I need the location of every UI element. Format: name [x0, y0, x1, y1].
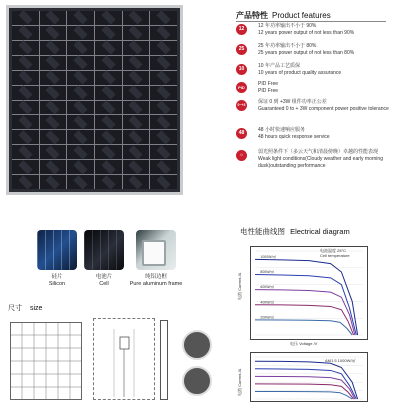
chart-ylabel: 电流 Current /A [237, 272, 242, 300]
solar-cell [150, 56, 177, 70]
solar-cell [95, 175, 122, 189]
solar-cell [67, 101, 94, 115]
solar-cell [150, 11, 177, 25]
solar-cell [40, 71, 67, 85]
electrical-title-cn: 电性能曲线图 [240, 227, 285, 236]
aluminum-frame-photo [136, 230, 176, 270]
material-caption-cn: 电池片 [95, 274, 113, 280]
panel-back-drawing-svg [94, 319, 154, 399]
iv-chart-svg [251, 247, 367, 339]
feature-badge-icon: PID [236, 82, 247, 93]
feature-text-cn: 12 年功率输出不小于 90% [258, 23, 317, 29]
panel-front-drawing [10, 322, 82, 400]
material-caption [79, 274, 129, 288]
feature-badge-icon: 12 [236, 24, 247, 35]
chart-note-value: 25°C [337, 248, 347, 253]
solar-cell [12, 115, 39, 129]
size-title [8, 303, 42, 313]
feature-text-cn: 保证 0 到 +3W 组件功率正公差 [258, 99, 327, 105]
feature-text-en: 10 years of product quality assurance [258, 70, 342, 76]
solar-cell [67, 115, 94, 129]
solar-cell [12, 86, 39, 100]
feature-text-en: 48 hours quick response service [258, 134, 330, 140]
feature-text-en: PID Free [258, 88, 279, 94]
iv-curve-2 [255, 376, 355, 399]
solar-cell [67, 130, 94, 144]
feature-text-en: 25 years power output of not less than 80% [258, 50, 355, 56]
material-caption [32, 274, 82, 288]
solar-cell [123, 175, 150, 189]
panel-back-drawing [93, 318, 155, 400]
solar-cell [150, 26, 177, 40]
panel-front-drawing-svg [11, 323, 81, 399]
solar-cell [150, 71, 177, 85]
solar-cell [12, 26, 39, 40]
solar-cell [67, 11, 94, 25]
solar-cell [150, 115, 177, 129]
solar-cell [40, 41, 67, 55]
solar-cell [67, 145, 94, 159]
solar-cell [12, 160, 39, 174]
solar-cell [40, 101, 67, 115]
feature-badge-icon: 0~+3 [236, 100, 247, 111]
solar-cell [40, 160, 67, 174]
solar-cell [40, 115, 67, 129]
material-caption-en: Silicon [48, 281, 66, 287]
feature-item [236, 150, 396, 190]
solar-cell [67, 160, 94, 174]
iv-curve-label: 600W/㎡ [260, 285, 275, 290]
chart-xlabel: 电压 Voltage /V [290, 341, 318, 346]
electrical-title [240, 226, 350, 237]
solar-cell [12, 71, 39, 85]
solar-cell [95, 160, 122, 174]
chart-note-sub: Cell temperature [320, 253, 350, 258]
sun-cloud-icon: ☼ [236, 150, 247, 161]
solar-cell [95, 115, 122, 129]
solar-cell [150, 101, 177, 115]
iv-curve-label: 400W/㎡ [260, 300, 275, 305]
solar-cell [40, 130, 67, 144]
features-title-cn: 产品特性 [236, 11, 268, 20]
detail-magnifier-1 [182, 330, 212, 360]
solar-cell [123, 56, 150, 70]
solar-cell [95, 11, 122, 25]
solar-cell [40, 86, 67, 100]
solar-cell [95, 145, 122, 159]
electrical-title-en: Electrical diagram [290, 227, 350, 236]
material-caption-en: Cell [99, 281, 109, 287]
material-caption-cn: 纯铝边框 [144, 274, 167, 280]
solar-cell [123, 41, 150, 55]
iv-curve-4 [255, 320, 352, 335]
size-title-cn: 尺寸 [8, 305, 22, 312]
solar-cell [12, 11, 39, 25]
solar-cell [123, 115, 150, 129]
solar-cell [150, 41, 177, 55]
chart2-ylabel: 电流 Current /A [237, 368, 242, 396]
feature-text-cn: 10 年产品工艺质保 [258, 63, 300, 69]
solar-cell [12, 130, 39, 144]
chart2-note: AM1.5 1000W/㎡ [325, 358, 356, 363]
iv-curve-label: 1000W/㎡ [260, 254, 276, 259]
solar-cell [123, 71, 150, 85]
solar-cell [12, 41, 39, 55]
solar-cell [150, 145, 177, 159]
solar-cell [67, 71, 94, 85]
solar-cell [123, 26, 150, 40]
solar-cell [95, 26, 122, 40]
solar-cell [12, 56, 39, 70]
feature-text-en: 12 years power output of not less than 90% [258, 30, 355, 36]
solar-cell [150, 86, 177, 100]
feature-text-cn: PID Free [258, 81, 279, 87]
panel-side-drawing [160, 320, 168, 400]
solar-cell [95, 86, 122, 100]
feature-badge-icon: 48 [236, 128, 247, 139]
iv-chart [250, 246, 368, 340]
size-title-en: size [29, 305, 43, 312]
solar-cell [95, 130, 122, 144]
material-caption-en: Pure aluminum frame [129, 281, 183, 287]
solar-cell [40, 175, 67, 189]
feature-badge-icon: 10 [236, 64, 247, 75]
feature-text-cn: 48 小时快速响应服务 [258, 127, 305, 133]
material-caption-cn: 硅片 [51, 274, 63, 280]
solar-cell [12, 175, 39, 189]
solar-cell [95, 101, 122, 115]
solar-cell [12, 145, 39, 159]
solar-cell [123, 86, 150, 100]
solar-cell [67, 175, 94, 189]
cell-photo [84, 230, 124, 270]
solar-cell [95, 41, 122, 55]
solar-cell [150, 130, 177, 144]
solar-cell [67, 86, 94, 100]
solar-cell [123, 130, 150, 144]
solar-cell [123, 11, 150, 25]
silicon-photo [37, 230, 77, 270]
solar-cell [40, 26, 67, 40]
solar-cell [95, 71, 122, 85]
chart-note-cn: 电池温度 [320, 248, 336, 253]
solar-cell [40, 145, 67, 159]
feature-text-en: Weak light conditions(Cloudy weather and early morning dusk)outstanding performance [258, 156, 383, 169]
material-caption [128, 274, 184, 288]
features-divider [236, 21, 386, 22]
features-title-en: Product features [272, 11, 331, 20]
iv-curve-2 [255, 290, 355, 335]
feature-text-cn: 25 年功率输出不小于 80% [258, 43, 317, 49]
solar-panel-image [6, 5, 183, 195]
solar-cell [12, 101, 39, 115]
iv-curve-label: 200W/㎡ [260, 315, 275, 320]
solar-cell [123, 101, 150, 115]
feature-item [236, 100, 396, 126]
features-title [236, 10, 331, 21]
detail-magnifier-2 [182, 366, 212, 396]
solar-cell [123, 145, 150, 159]
solar-cell [67, 41, 94, 55]
feature-badge-icon: 25 [236, 44, 247, 55]
solar-cell [67, 26, 94, 40]
feature-text-en: Guaranteed 0 to + 3W component power positive tolerance [258, 106, 389, 112]
solar-cell [67, 56, 94, 70]
panel-cell-grid [12, 11, 177, 189]
iv-curve-4 [255, 391, 352, 399]
solar-cell [95, 56, 122, 70]
solar-cell [40, 56, 67, 70]
solar-cell [150, 175, 177, 189]
solar-cell [40, 11, 67, 25]
solar-cell [123, 160, 150, 174]
iv-curve-label: 800W/㎡ [260, 270, 275, 275]
solar-cell [150, 160, 177, 174]
feature-text-cn: 弱光照条件下（多云天气和清晨傍晚）卓越的性能表现 [258, 149, 379, 155]
